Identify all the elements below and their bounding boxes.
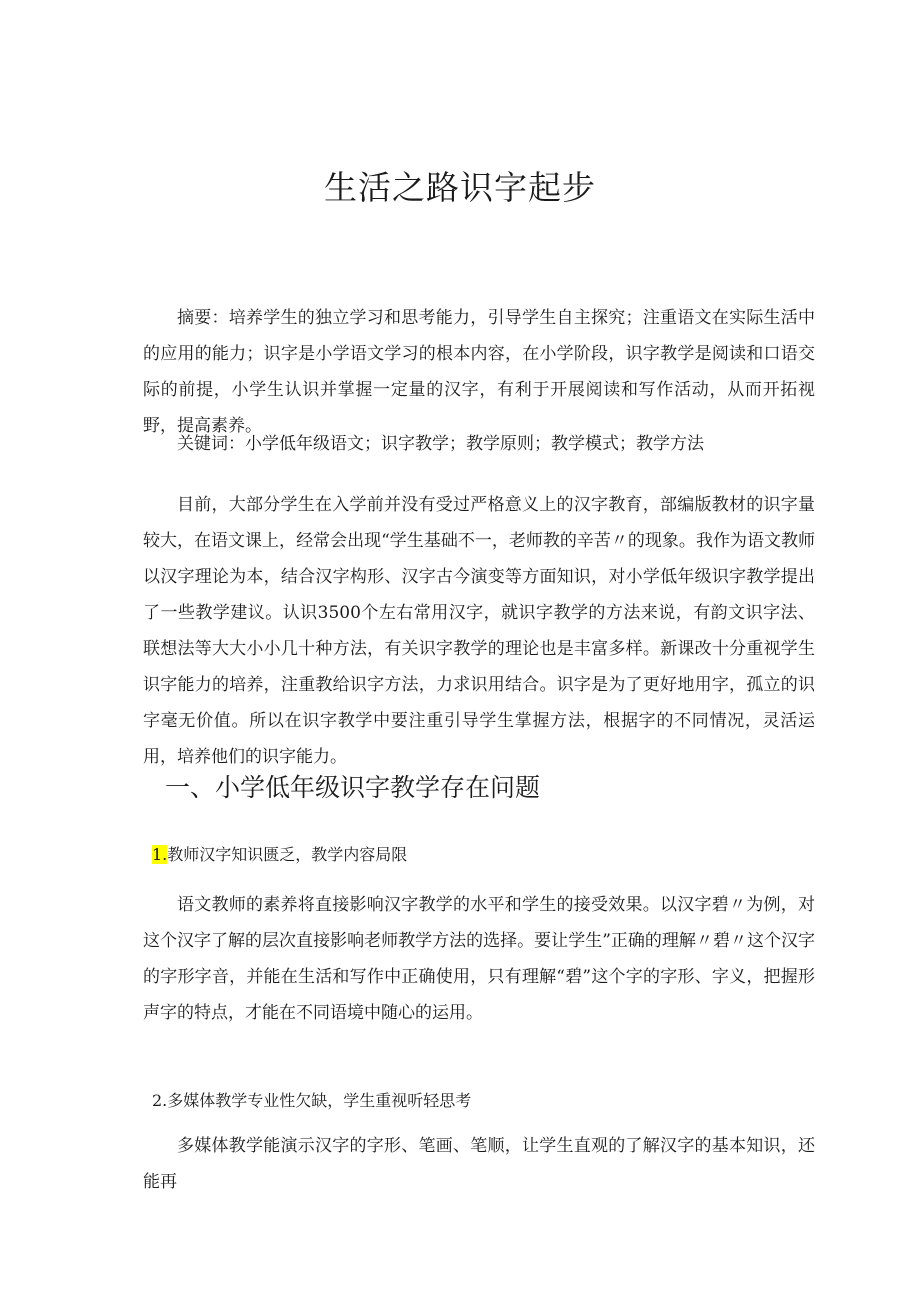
abstract-paragraph: 摘要：培养学生的独立学习和思考能力，引导学生自主探究；注重语文在实际生活中的应用的能力；识字是小学语文学习的根本内容，在小学阶段，识字教学是阅读和口语交际的前提，小学生认识并掌握一定量的汉字，有利于开展阅读和写作活动，从而开拓视野，提高素养。 xyxy=(143,308,815,436)
section-heading-1: 一、小学低年级识字教学存在问题 xyxy=(165,773,541,802)
subsection-2-body: 多媒体教学能演示汉字的字形、笔画、笔顺，让学生直观的了解汉字的基本知识，还能再 xyxy=(143,1136,815,1192)
document-title: 生活之路识字起步 xyxy=(324,168,596,207)
subheading-1-text: 教师汉字知识匮乏，教学内容局限 xyxy=(167,845,408,864)
subheading-2: 2.多媒体教学专业性欠缺，学生重视听轻思考 xyxy=(152,1091,472,1110)
subheading-1-number: 1. xyxy=(152,845,168,864)
keywords-paragraph: 关键词：小学低年级语文；识字教学；教学原则；教学模式；教学方法 xyxy=(177,434,704,454)
subheading-1 xyxy=(152,842,407,865)
subsection-1-body: 语文教师的素养将直接影响汉字教学的水平和学生的接受效果。以汉字碧〃为例，对这个汉字了解的层次直接影响老师教学方法的选择。要让学生”正确的理解〃碧〃这个汉字的字形字音，并能在生活和写作中正确使用，只有理解“碧”这个字的字形、字义，把握形声字的特点，才能在不同语境中随心的运用。 xyxy=(143,895,815,1023)
intro-paragraph: 目前，大部分学生在入学前并没有受过严格意义上的汉字教育，部编版教材的识字量较大，在语文课上，经常会出现“学生基础不一，老师教的辛苦〃的现象。我作为语文教师以汉字理论为本，结合汉字构形、汉字古今演变等方面知识，对小学低年级识字教学提出了一些教学建议。认识3500个左右常用汉字，就识字教学的方法来说，有韵文识字法、联想法等大大小小几十种方法，有关识字教学的理论也是丰富多样。新课改十分重视学生识字能力的培养，注重教给识字方法，力求识用结合。识字是为了更好地用字，孤立的识字毫无价值。所以在识字教学中要注重引导学生掌握方法，根据字的不同情况，灵活运用，培养他们的识字能力。 xyxy=(143,495,815,767)
